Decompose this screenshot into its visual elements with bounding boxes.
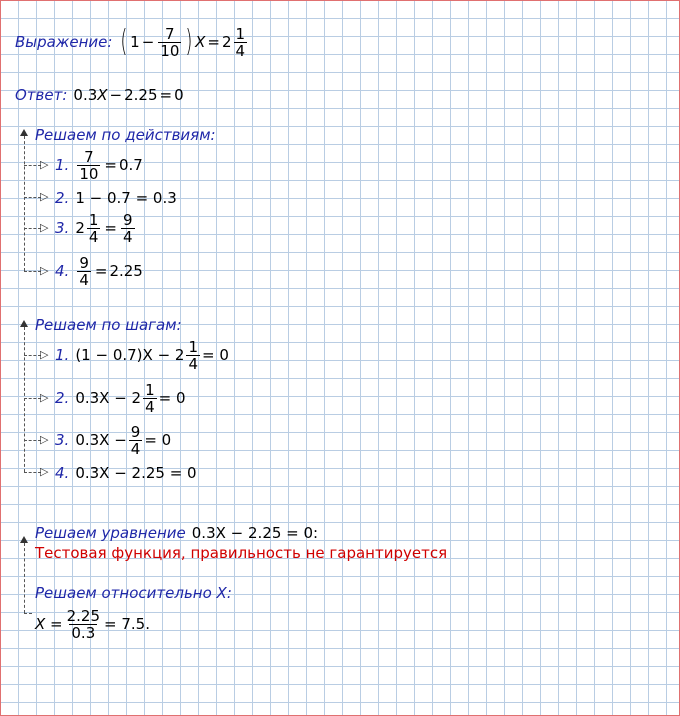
step-number: 2. (55, 189, 70, 207)
action-step-3 (55, 210, 137, 246)
relative-label: Решаем относительно X: (35, 584, 232, 602)
tree-guide-equation (24, 543, 25, 613)
frac-num: 2.25 (66, 606, 101, 625)
collapse-steps-icon[interactable] (20, 320, 28, 327)
frac-num: 1 (188, 337, 198, 356)
collapse-actions-icon[interactable] (20, 129, 28, 136)
right-paren: ) (185, 24, 193, 59)
expression-formula (118, 26, 249, 59)
step-number: 4. (55, 464, 70, 482)
solution-result: = 7.5. (104, 615, 150, 633)
solve-step-3 (55, 422, 171, 458)
solve-step-2 (55, 380, 186, 416)
result-fraction (121, 212, 135, 245)
expr-mixed-fraction (234, 26, 248, 59)
frac-num: 7 (84, 147, 94, 166)
expand-step-icon[interactable]: ▷ (40, 221, 49, 234)
step-fraction (186, 339, 200, 372)
tree-branch (24, 355, 41, 356)
expr-mixed-den: 4 (235, 41, 246, 60)
solution-fraction (65, 608, 102, 641)
tree-branch (24, 228, 41, 229)
relative-line (35, 583, 238, 603)
left-paren: ( (120, 24, 128, 59)
action-step-1 (55, 147, 143, 183)
answer-minus: − (109, 86, 123, 104)
answer-eq: = (159, 86, 173, 104)
step-fraction (87, 212, 101, 245)
expression-label: Выражение: (15, 33, 113, 51)
expr-mixed-num: 1 (235, 24, 246, 43)
frac-num: 9 (122, 210, 133, 229)
answer-rhs: 0 (174, 86, 184, 104)
step-post: = 0 (202, 346, 229, 364)
expr-whole: 2 (221, 33, 232, 51)
answer-label: Ответ: (15, 86, 68, 104)
equation-text: 0.3X − 2.25 = 0: (191, 524, 319, 542)
frac-den: 4 (122, 227, 133, 246)
warning-line (35, 543, 447, 563)
expr-fraction (158, 26, 181, 59)
answer-const: 2.25 (124, 86, 158, 104)
tree-branch (24, 613, 32, 614)
step-fraction (77, 149, 100, 182)
step-fraction (129, 424, 143, 457)
frac-den: 4 (130, 439, 141, 458)
step-fraction (77, 255, 91, 288)
frac-num: 9 (130, 422, 141, 441)
tree-guide-steps (24, 327, 25, 472)
step-pre: 0.3X − (75, 431, 127, 449)
solution-lhs: X = (35, 615, 63, 633)
frac-den: 4 (188, 354, 198, 373)
actions-header (35, 125, 222, 145)
step-post: = 0 (144, 431, 172, 449)
expand-step-icon[interactable]: ▷ (40, 348, 49, 361)
step-number: 3. (55, 431, 70, 449)
step-result: 2.25 (109, 262, 143, 280)
frac-den: 4 (145, 397, 155, 416)
frac-den: 0.3 (71, 623, 96, 642)
equation-header (35, 523, 318, 543)
step-number: 4. (55, 262, 70, 280)
action-step-2 (55, 188, 177, 208)
frac-den: 10 (79, 164, 99, 183)
tree-branch (24, 398, 41, 399)
frac-num: 1 (88, 210, 99, 229)
tree-branch (24, 165, 41, 166)
step-number: 1. (55, 346, 70, 364)
steps-header (35, 315, 188, 335)
expand-step-icon[interactable]: ▷ (40, 264, 49, 277)
equation-header-label: Решаем уравнение (35, 524, 186, 542)
step-number: 1. (55, 156, 70, 174)
expr-one: 1 (130, 33, 140, 51)
frac-num: 9 (79, 253, 89, 272)
solve-step-1 (55, 337, 229, 373)
frac-den: 4 (88, 227, 99, 246)
step-number: 2. (55, 389, 70, 407)
step-result: 0.7 (118, 156, 143, 174)
step-eq: = (104, 156, 117, 174)
step-number: 3. (55, 219, 70, 237)
expr-frac-num: 7 (165, 24, 175, 43)
expand-step-icon[interactable]: ▷ (40, 465, 49, 478)
actions-header-label: Решаем по действиям: (35, 126, 216, 144)
step-expression: 0.3X − 2.25 = 0 (75, 464, 197, 482)
step-eq: = (104, 219, 117, 237)
expr-eq: = (207, 33, 220, 51)
steps-header-label: Решаем по шагам: (35, 316, 182, 334)
expand-step-icon[interactable]: ▷ (40, 190, 49, 203)
tree-guide-actions (24, 136, 25, 271)
answer-formula (73, 86, 183, 104)
answer-coef: 0.3 (73, 86, 98, 104)
step-expression: 1 − 0.7 = 0.3 (75, 189, 177, 207)
expand-step-icon[interactable]: ▷ (40, 391, 49, 404)
expression-line (15, 19, 249, 65)
tree-branch (24, 271, 41, 272)
frac-num: 1 (145, 380, 155, 399)
answer-line (15, 85, 184, 105)
tree-branch (24, 440, 41, 441)
step-post: = 0 (158, 389, 186, 407)
answer-var: X (97, 86, 108, 104)
frac-den: 4 (79, 270, 89, 289)
collapse-equation-icon[interactable] (20, 536, 28, 543)
solution-line (35, 605, 150, 643)
expand-step-icon[interactable]: ▷ (40, 158, 49, 171)
step-fraction (143, 382, 157, 415)
expand-step-icon[interactable]: ▷ (40, 433, 49, 446)
action-step-4 (55, 253, 143, 289)
mixed-whole: 2 (75, 219, 85, 237)
solve-step-4 (55, 463, 197, 483)
expr-var: X (195, 33, 206, 51)
tree-branch (24, 197, 41, 198)
step-pre: 0.3X − 2 (75, 389, 142, 407)
step-eq: = (94, 262, 108, 280)
warning-text: Тестовая функция, правильность не гарантируется (35, 544, 448, 562)
expr-frac-den: 10 (160, 41, 180, 60)
step-pre: (1 − 0.7)X − 2 (75, 346, 185, 364)
expr-minus: − (141, 33, 155, 51)
tree-branch (24, 472, 41, 473)
